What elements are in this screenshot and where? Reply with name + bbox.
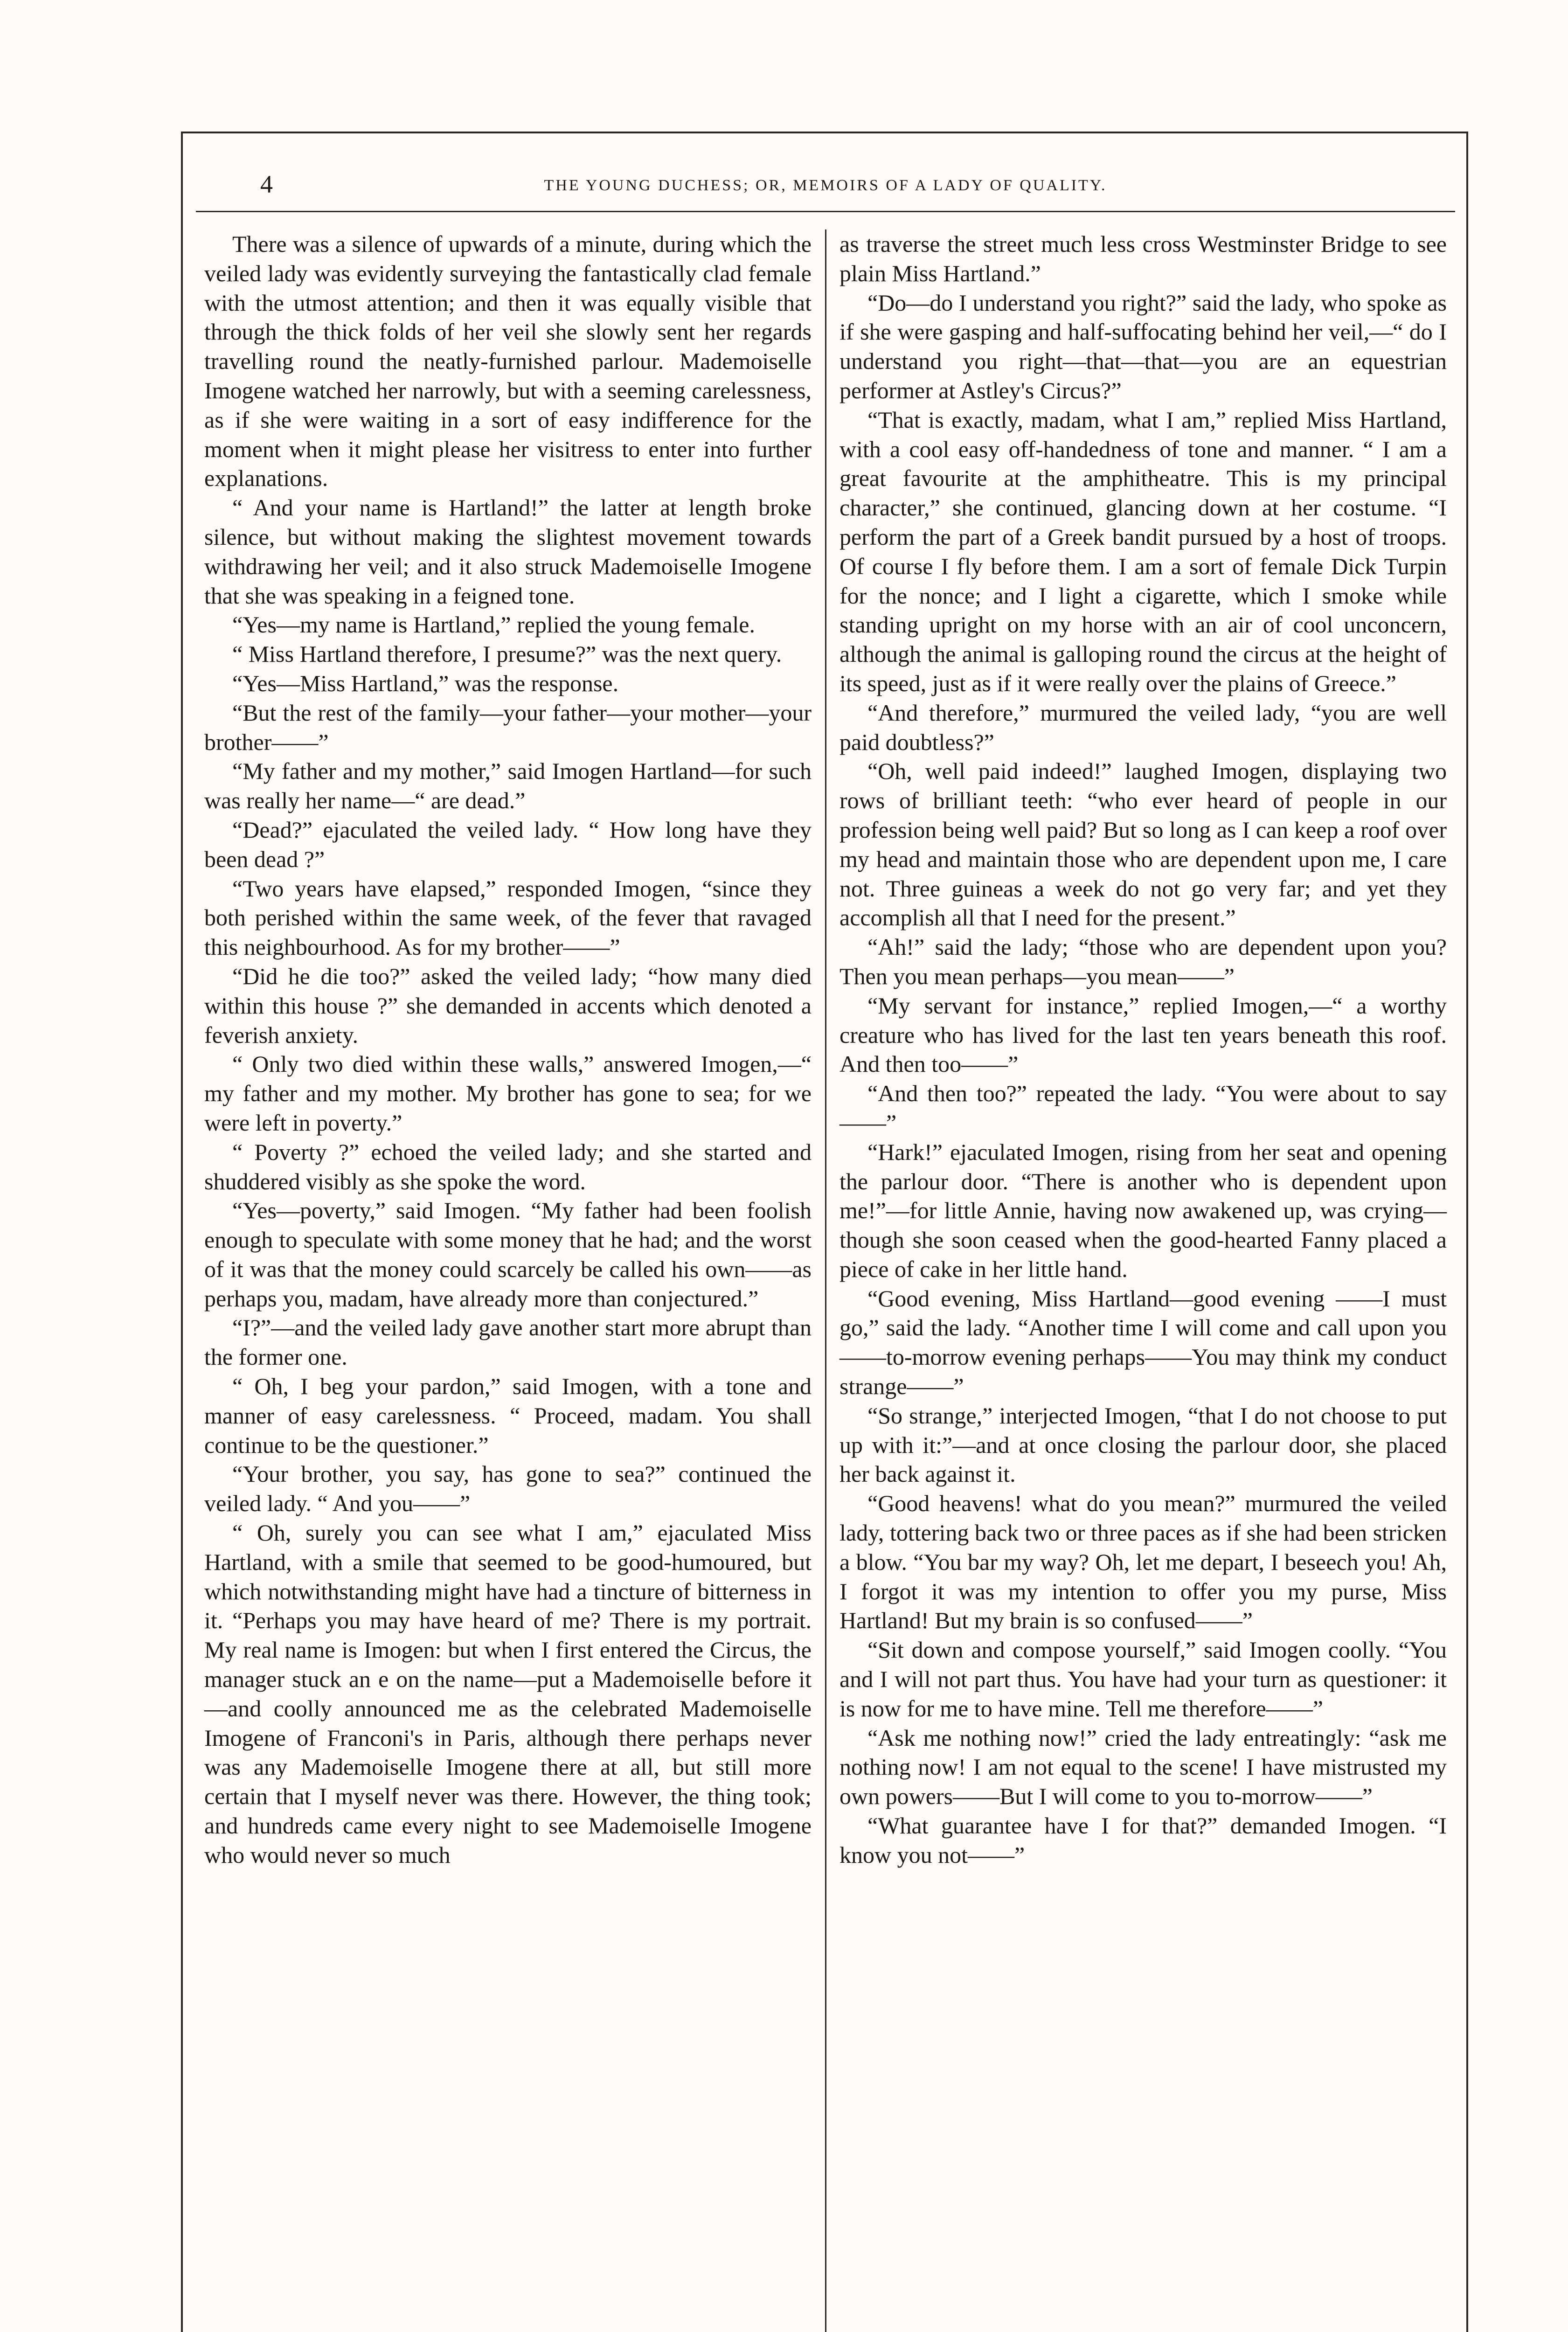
paragraph: “ Miss Hartland therefore, I presume?” was the next query. [232,641,782,667]
paragraph: “But the rest of the family—your father—your mother—your brother——” [204,699,812,755]
paragraph: “ Poverty ?” echoed the veiled lady; and she started and shuddered visibly as she spoke the word. [204,1138,812,1194]
paragraph: “And then too?” repeated the lady. “You were about to say——” [840,1080,1447,1136]
left-column [204,229,812,1870]
paragraph: “Dead?” ejaculated the veiled lady. “ How long have they been dead ?” [204,816,812,872]
paragraph: “Good heavens! what do you mean?” murmured the veiled lady, tottering back two or three paces as if she had been stricken a blow. “You bar my way? Oh, let me depart, I beseech you! Ah, I forgot it was my intention to offer you my purse, Miss Hartland! But my brain is so confused——” [840,1490,1447,1634]
paragraph: as traverse the street much less cross Westminster Bridge to see plain Miss Hartland.” [840,231,1447,286]
paragraph: “ Oh, I beg your pardon,” said Imogen, with a tone and manner of easy carelessness. “ Proceed, madam. You shall continue to be the questioner.” [204,1373,812,1458]
paragraph: “And therefore,” murmured the veiled lady, “you are well paid doubtless?” [840,699,1447,755]
paragraph: “I?”—and the veiled lady gave another start more abrupt than the former one. [204,1314,812,1370]
paragraph: “ Oh, surely you can see what I am,” ejaculated Miss Hartland, with a smile that seemed to be good-humoured, but which notwithstanding might have had a tincture of bitterness in it. “Perhaps you may have heard of me? There is my portrait. My real name is Imogen: but when I first entered the Circus, the manager stuck an e on the name—put a Mademoiselle before it —and coolly announced me as the celebrated Mademoiselle Imogene of Franconi's in Paris, although there perhaps never was any Mademoiselle Imogene there at all, but still more certain that I myself never was there. However, the thing took; and hundreds came every night to see Mademoiselle Imogene who would never so much [204,1520,812,1868]
paragraph: “Hark!” ejaculated Imogen, rising from her seat and opening the parlour door. “There is another who is dependent upon me!”—for little Annie, having now awakened up, was crying—though she soon ceased when the good-hearted Fanny placed a piece of cake in her little hand. [840,1138,1447,1282]
page-header [196,168,1455,210]
running-title: THE YOUNG DUCHESS; OR, MEMOIRS OF A LADY OF QUALITY. [544,177,1107,194]
paragraph: “ And your name is Hartland!” the latter at length broke silence, but without making the slightest movement towards withdrawing her veil; and it also struck Mademoiselle Imogene that she was speaking in a feigned tone. [204,494,812,609]
paragraph: “Yes—poverty,” said Imogen. “My father had been foolish enough to speculate with some money that he had; and the worst of it was that the money could scarcely be called his own——as perhaps you, madam, have already more than conjectured.” [204,1197,812,1312]
paragraph: “Ask me nothing now!” cried the lady entreatingly: “ask me nothing now! I am not equal to the scene! I have mistrusted my own powers——But I will come to you to-morrow——” [840,1724,1447,1810]
paragraph: “That is exactly, madam, what I am,” replied Miss Hartland, with a cool easy off-handedness of tone and manner. “ I am a great favourite at the amphitheatre. This is my principal character,” she continued, glancing down at her costume. “I perform the part of a Greek bandit pursued by a host of troops. Of course I fly before them. I am a sort of female Dick Turpin for the nonce; and I light a cigarette, which I smoke while standing upright on my horse with an air of cool unconcern, although the animal is galloping round the circus at the height of its speed, just as if it were really over the plains of Greece.” [840,406,1447,696]
paragraph: There was a silence of upwards of a minute, during which the veiled lady was evidently surveying the fantastically clad female with the utmost attention; and then it was equally visible that through the thick folds of her veil she slowly sent her regards travelling round the neatly-furnished parlour. Mademoiselle Imogene watched her narrowly, but with a seeming carelessness, as if she were waiting in a sort of easy indifference for the moment when it might please her visitress to enter into further explanations. [204,231,812,492]
paragraph: “So strange,” interjected Imogen, “that I do not choose to put up with it:”—and at once closing the parlour door, she placed her back against it. [840,1402,1447,1487]
paragraph: “Yes—Miss Hartland,” was the response. [232,670,619,696]
page-number: 4 [260,170,273,198]
paragraph: “Do—do I understand you right?” said the lady, who spoke as if she were gasping and half-suffocating behind her veil,—“ do I understand you right—that—that—you are an equestrian performer at Astley's Circus?” [840,289,1447,403]
paragraph: “Two years have elapsed,” responded Imogen, “since they both perished within the same week, of the fever that ravaged this neighbourhood. As for my brother——” [204,875,812,960]
paragraph: “What guarantee have I for that?” demanded Imogen. “I know you not——” [840,1812,1447,1868]
paragraph: “My father and my mother,” said Imogen Hartland—for such was really her name—“ are dead.” [204,758,812,814]
paragraph: “Your brother, you say, has gone to sea?” continued the veiled lady. “ And you——” [204,1461,812,1517]
paragraph: “ Only two died within these walls,” answered Imogen,—“ my father and my mother. My brother has gone to sea; for we were left in poverty.” [204,1051,812,1136]
column-divider [825,229,826,2332]
paragraph: “My servant for instance,” replied Imogen,—“ a worthy creature who has lived for the last ten years beneath this roof. And then too——” [840,992,1447,1077]
header-rule [196,211,1455,212]
paragraph: “Good evening, Miss Hartland—good evening ——I must go,” said the lady. “Another time I will come and call upon you——to-morrow evening perhaps——You may think my conduct strange——” [840,1285,1447,1400]
paragraph: “Oh, well paid indeed!” laughed Imogen, displaying two rows of brilliant teeth: “who ever heard of people in our profession being well paid? But so long as I can keep a roof over my head and maintain those who are dependent upon me, I care not. Three guineas a week do not go very far; and yet they accomplish all that I need for the present.” [840,758,1447,931]
border-top-rule [181,132,1468,133]
paragraph: “Sit down and compose yourself,” said Imogen coolly. “You and I will not part thus. You have had your turn as questioner: it is now for me to have mine. Tell me therefore——” [840,1637,1447,1721]
paragraph: “Did he die too?” asked the veiled lady; “how many died within this house ?” she demanded in accents which denoted a feverish anxiety. [204,963,812,1048]
border-left-rule [181,132,183,2332]
paragraph: “Yes—my name is Hartland,” replied the young female. [232,611,755,638]
paragraph: “Ah!” said the lady; “those who are dependent upon you? Then you mean perhaps—you mean——” [840,934,1447,989]
border-right-rule [1466,132,1468,2332]
right-column [840,229,1447,1870]
